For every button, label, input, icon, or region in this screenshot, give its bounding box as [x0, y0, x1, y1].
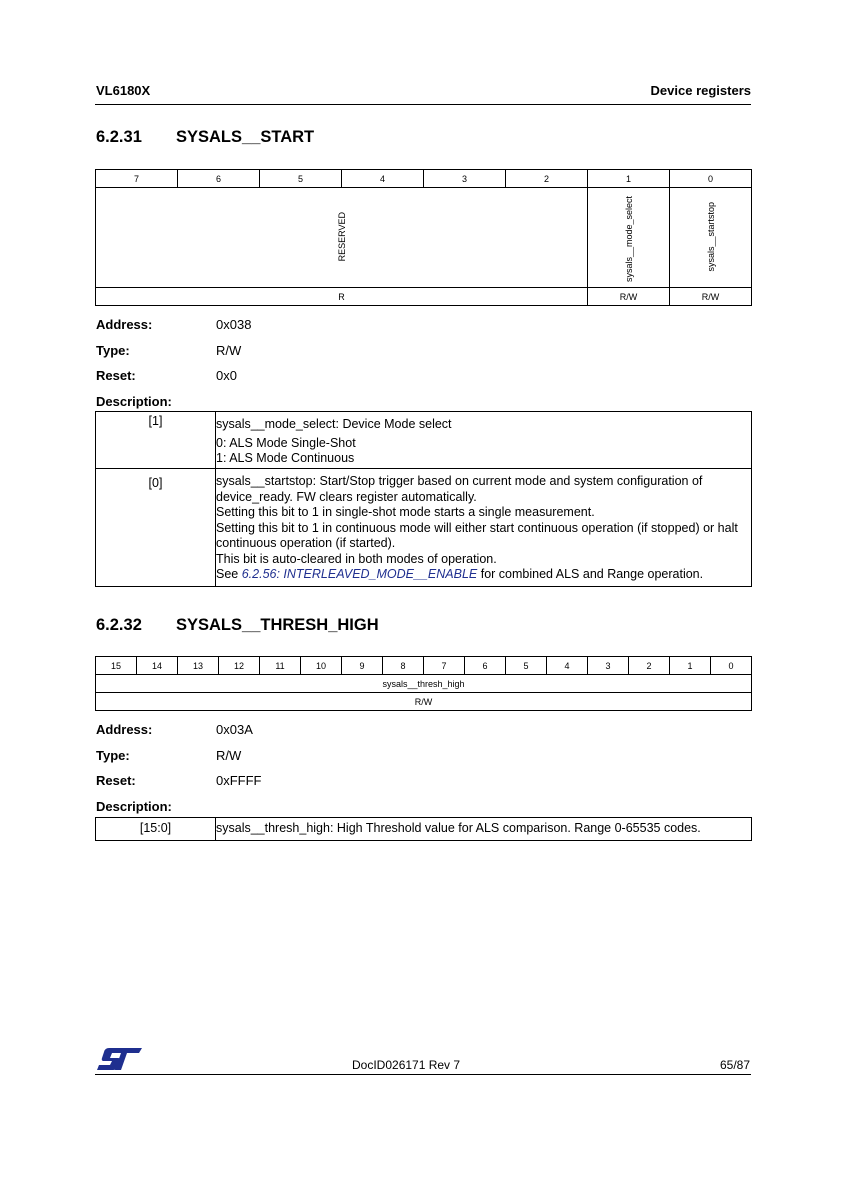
field-mode-select-label: sysals__mode_select: [623, 195, 634, 282]
bit-header: 11: [260, 657, 301, 675]
desc-text: [216, 412, 752, 469]
desc-line: [216, 567, 749, 583]
section-header: Device registers: [650, 83, 751, 98]
register-bit-table: [95, 169, 752, 306]
document-id: DocID026171 Rev 7: [352, 1058, 461, 1072]
desc-line: Setting this bit to 1 in continuous mode will either start continuous operation (if stopped) or halt: [216, 520, 738, 535]
description-label: Description:: [96, 799, 172, 814]
bit-header: 3: [424, 170, 506, 188]
desc-text: [216, 469, 752, 587]
description-table: [95, 817, 752, 841]
bit-header: 15: [96, 657, 137, 675]
desc-line: Setting this bit to 1 in single-shot mode starts a single measurement.: [216, 505, 595, 519]
section-number: 6.2.31: [96, 128, 142, 146]
bit-header: 10: [301, 657, 342, 675]
address-value: 0x03A: [216, 722, 253, 737]
description-table: [95, 411, 752, 587]
access-mode-select: R/W: [588, 288, 670, 306]
footer-rule: [95, 1074, 751, 1075]
desc-line: continuous operation (if started).: [216, 536, 396, 550]
reset-label: Reset:: [96, 773, 136, 788]
header-rule: [95, 104, 751, 105]
field-mode-select: [588, 188, 670, 288]
field-startstop-label: sysals__startstop: [705, 201, 716, 272]
desc-line: device_ready. FW clears register automatically.: [216, 489, 477, 504]
access-startstop: R/W: [670, 288, 752, 306]
section-title: SYSALS__THRESH_HIGH: [176, 616, 379, 634]
desc-text: sysals__thresh_high: High Threshold value for ALS comparison. Range 0-65535 codes.: [216, 818, 752, 841]
bit-header: 5: [506, 657, 547, 675]
bit-header: 6: [465, 657, 506, 675]
st-logo: [96, 1047, 144, 1076]
bit-header: 4: [342, 170, 424, 188]
address-label: Address:: [96, 722, 153, 737]
type-label: Type:: [96, 343, 130, 358]
desc-line: 1: ALS Mode Continuous: [216, 451, 355, 465]
desc-bit: [1]: [96, 412, 216, 469]
bit-header: 7: [424, 657, 465, 675]
section-title: SYSALS__START: [176, 128, 315, 146]
cross-reference-link[interactable]: 6.2.56: INTERLEAVED_MODE__ENABLE: [241, 567, 478, 581]
bit-header: 1: [588, 170, 670, 188]
address-value: 0x038: [216, 317, 252, 332]
bit-header: 3: [588, 657, 629, 675]
bit-header: 2: [629, 657, 670, 675]
bit-header: 14: [137, 657, 178, 675]
bit-header: 6: [178, 170, 260, 188]
bit-header: 0: [711, 657, 752, 675]
access-thresh-high: R/W: [96, 693, 752, 711]
bit-header: 4: [547, 657, 588, 675]
see-prefix: See: [216, 567, 242, 581]
type-label: Type:: [96, 748, 130, 763]
access-reserved: R: [96, 288, 588, 306]
bit-header: 9: [342, 657, 383, 675]
type-value: R/W: [216, 343, 242, 358]
field-startstop: [670, 188, 752, 288]
desc-line: sysals__startstop: Start/Stop trigger based on current mode and system configuration of: [216, 474, 703, 488]
reset-label: Reset:: [96, 368, 136, 383]
reset-value: 0x0: [216, 368, 237, 383]
desc-line: 0: ALS Mode Single-Shot: [216, 435, 356, 450]
desc-bit: [0]: [96, 469, 216, 587]
type-value: R/W: [216, 748, 242, 763]
bit-header: 13: [178, 657, 219, 675]
section-number: 6.2.32: [96, 616, 142, 634]
description-label: Description:: [96, 394, 172, 409]
field-thresh-high: sysals__thresh_high: [96, 675, 752, 693]
bit-header: 7: [96, 170, 178, 188]
see-suffix: for combined ALS and Range operation.: [477, 567, 704, 581]
bit-header: 2: [506, 170, 588, 188]
page-number: 65/87: [719, 1058, 750, 1072]
bit-header: 5: [260, 170, 342, 188]
desc-line: sysals__mode_select: Device Mode select: [216, 417, 452, 431]
field-reserved-label: RESERVED: [336, 211, 347, 262]
desc-bit: [15:0]: [96, 818, 216, 841]
bit-header: 1: [670, 657, 711, 675]
address-label: Address:: [96, 317, 153, 332]
reset-value: 0xFFFF: [216, 773, 262, 788]
bit-header: 12: [219, 657, 260, 675]
doc-title: VL6180X: [96, 83, 151, 98]
bit-header: 0: [670, 170, 752, 188]
register-bit-table: [95, 656, 752, 711]
field-reserved: [96, 188, 588, 288]
bit-header: 8: [383, 657, 424, 675]
desc-line: This bit is auto-cleared in both modes of operation.: [216, 551, 497, 566]
